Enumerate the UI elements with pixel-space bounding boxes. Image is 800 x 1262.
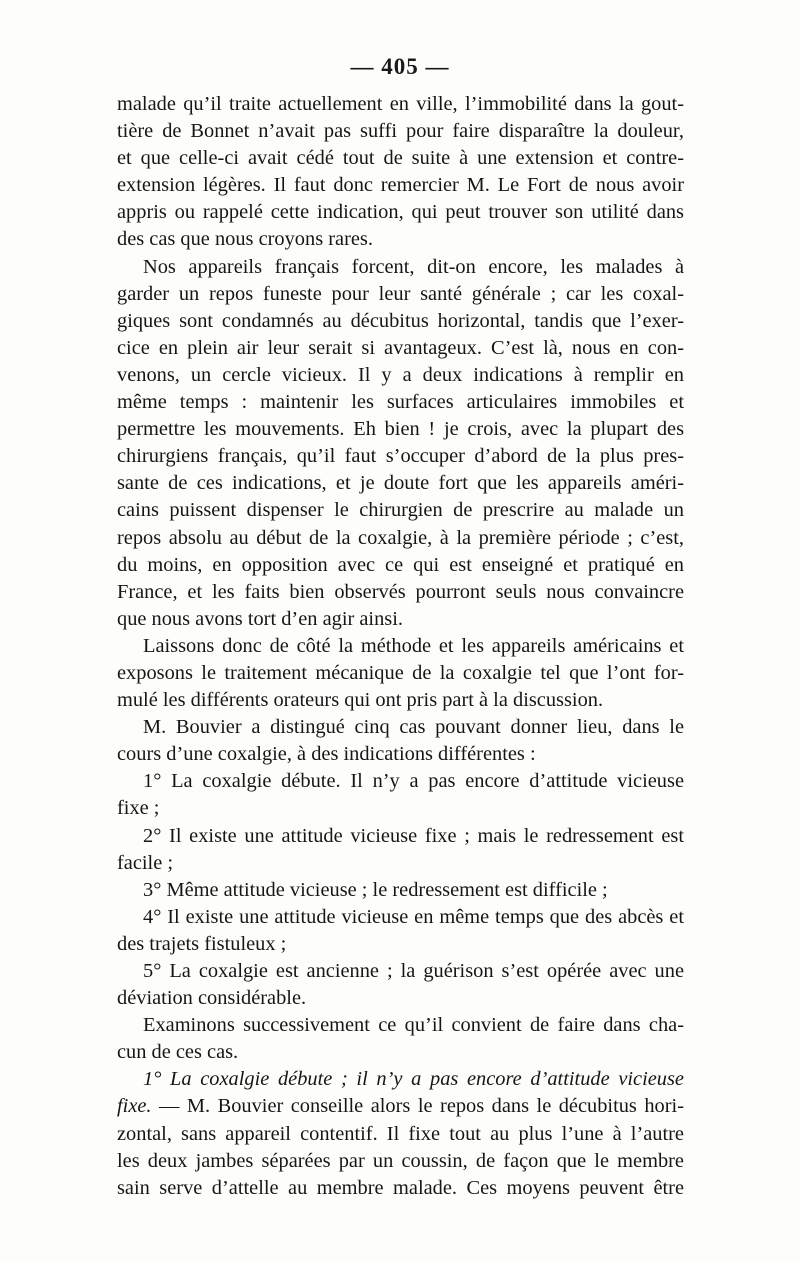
text-line: 4° Il existe une attitude vicieuse en même temps que des abcès et (143, 905, 684, 928)
text-line: cice en plein air leur serait si avantageux. C’est là, nous en con- (117, 336, 684, 359)
text-line: du moins, en opposition avec ce qui est enseigné et pratiqué en (117, 553, 684, 576)
text-line: tière de Bonnet n’avait pas suffi pour faire disparaître la douleur, (117, 120, 684, 143)
text-line (117, 1066, 684, 1093)
text-line: et que celle-ci avait cédé tout de suite à une extension et contre- (117, 147, 684, 170)
text-line: venons, un cercle vicieux. Il y a deux indications à remplir en (117, 363, 684, 386)
page-number: — 405 — (350, 54, 450, 79)
text-line: cun de ces cas. (117, 1041, 239, 1064)
text-line: Laissons donc de côté la méthode et les appareils américains et (143, 634, 684, 657)
text-line: permettre les mouvements. Eh bien ! je crois, avec la plupart des (117, 418, 684, 441)
text-line: 2° Il existe une attitude vicieuse fixe ; mais le redressement est (143, 824, 684, 847)
text-line: des trajets fistuleux ; (117, 932, 287, 955)
text-line: exposons le traitement mécanique de la coxalgie tel que l’ont for- (117, 661, 684, 684)
text-line: sain serve d’attelle au membre malade. Ces moyens peuvent être (117, 1176, 684, 1199)
text-line: 5° La coxalgie est ancienne ; la guérison s’est opérée avec une (143, 960, 684, 982)
text-line: que nous avons tort d’en agir ainsi. (117, 607, 403, 630)
text-line: Nos appareils français forcent, dit-on encore, les malades à (143, 255, 684, 278)
text-line: appris ou rappelé cette indication, qui peut trouver son utilité dans (117, 201, 684, 224)
text-line: extension légères. Il faut donc remercier M. Le Fort de nous avoir (117, 174, 684, 197)
text-line: repos absolu au début de la coxalgie, à la première période ; c’est, (117, 526, 684, 549)
text-line: sante de ces indications, et je doute fort que les appareils améri- (117, 472, 684, 495)
text-line (117, 1093, 684, 1120)
text-line: France, et les faits bien observés pourront seuls nous convaincre (117, 580, 684, 603)
text-line: 3° Même attitude vicieuse ; le redressement est difficile ; (143, 878, 608, 901)
text-line: mulé les différents orateurs qui ont pris part à la discussion. (117, 689, 604, 712)
text-line: les deux jambes séparées par un coussin, de façon que le membre (117, 1149, 684, 1172)
text-line: facile ; (117, 851, 174, 874)
body-text (117, 91, 684, 1202)
italic-text: 1° La coxalgie débute ; il n’y a pas encore d’attitude vicieuse (143, 1068, 684, 1091)
text-line: fixe ; (117, 797, 160, 820)
text-line: garder un repos funeste pour leur santé générale ; car les coxal- (117, 282, 684, 305)
text-line: chirurgiens français, qu’il faut s’occuper d’abord de la plus pres- (117, 445, 684, 468)
text-line: 1° La coxalgie débute. Il n’y a pas encore d’attitude vicieuse (143, 770, 684, 793)
text-line: cains puissent dispenser le chirurgien de prescrire au malade un (117, 499, 684, 522)
text-line: zontal, sans appareil contentif. Il fixe tout au plus l’une à l’autre (117, 1122, 684, 1145)
text-line: déviation considérable. (117, 987, 307, 1010)
text-line: malade qu’il traite actuellement en ville, l’immobilité dans la gout- (117, 93, 684, 115)
text-line: M. Bouvier a distingué cinq cas pouvant donner lieu, dans le (143, 716, 684, 739)
text-line: cours d’une coxalgie, à des indications différentes : (117, 743, 536, 766)
italic-text: fixe. (117, 1095, 152, 1118)
text-line: des cas que nous croyons rares. (117, 228, 373, 251)
text-line: Examinons successivement ce qu’il convient de faire dans cha- (143, 1014, 684, 1037)
text-line: même temps : maintenir les surfaces articulaires immobiles et (117, 391, 684, 414)
text-line: giques sont condamnés au décubitus horizontal, tandis que l’exer- (117, 309, 684, 332)
line-text: — M. Bouvier conseille alors le repos dans le décubitus hori- (151, 1095, 684, 1118)
